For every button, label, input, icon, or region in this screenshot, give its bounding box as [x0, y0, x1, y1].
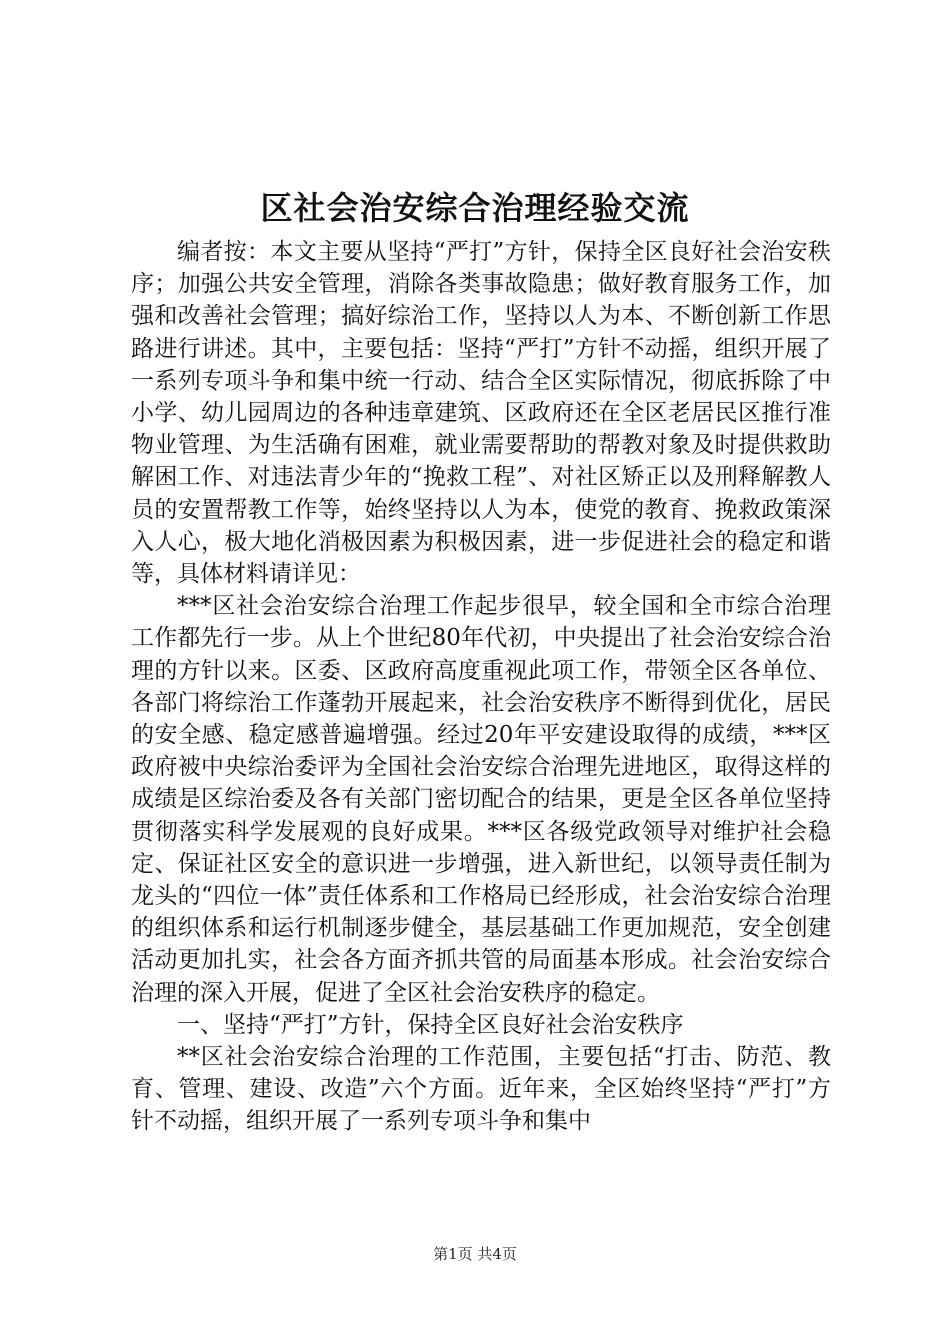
body-paragraph: **区社会治安综合治理的工作范围，主要包括“打击、防范、教育、管理、建设、改造”六个方面。近年来，全区始终坚持“严打”方针不动摇，组织开展了一系列专项斗争和集中	[131, 1044, 831, 1135]
editor-note-paragraph: 编者按：本文主要从坚持“严打”方针，保持全区良好社会治安秩序；加强公共安全管理，消除各类事故隐患；做好教育服务工作，加强和改善社会管理；搞好综治工作，坚持以人为本、不断创新工作思路进行讲述。其中，主要包括：坚持“严打”方针不动摇，组织开展了一系列专项斗争和集中统一行动、结合全区实际情况，彻底拆除了中小学、幼儿园周边的各种违章建筑、区政府还在全区老居民区推行准物业管理、为生活确有困难，就业需要帮助的帮教对象及时提供救助解困工作、对违法青少年的“挽救工程”、对社区矫正以及刑释解教人员的安置帮教工作等，始终坚持以人为本，使党的教育、挽救政策深入人心，极大地化消极因素为积极因素，进一步促进社会的稳定和谐等，具体材料请详见：	[131, 239, 831, 588]
document-body	[131, 236, 831, 1138]
body-paragraph: ***区社会治安综合治理工作起步很早，较全国和全市综合治理工作都先行一步。从上个世纪80年代初，中央提出了社会治安综合治理的方针以来。区委、区政府高度重视此项工作，带领全区各单位、各部门将综治工作蓬勃开展起来，社会治安秩序不断得到优化，居民的安全感、稳定感普遍增强。经过20年平安建设取得的成绩，***区政府被中央综治委评为全国社会治安综合治理先进地区，取得这样的成绩是区综治委及各有关部门密切配合的结果，更是全区各单位坚持贯彻落实科学发展观的良好成果。***区各级党政领导对维护社会稳定、保证社区安全的意识进一步增强，进入新世纪，以领导责任制为龙头的“四位一体”责任体系和工作格局已经形成，社会治安综合治理的组织体系和运行机制逐步健全，基层基础工作更加规范，安全创建活动更加扎实，社会各方面齐抓共管的局面基本形成。社会治安综合治理的深入开展，促进了全区社会治安秩序的稳定。	[131, 593, 831, 1006]
page-footer: 第1页 共4页	[433, 1245, 517, 1263]
section-heading: 一、坚持“严打”方针，保持全区良好社会治安秩序	[177, 1011, 684, 1038]
document-title: 区社会治安综合治理经验交流	[260, 189, 690, 227]
